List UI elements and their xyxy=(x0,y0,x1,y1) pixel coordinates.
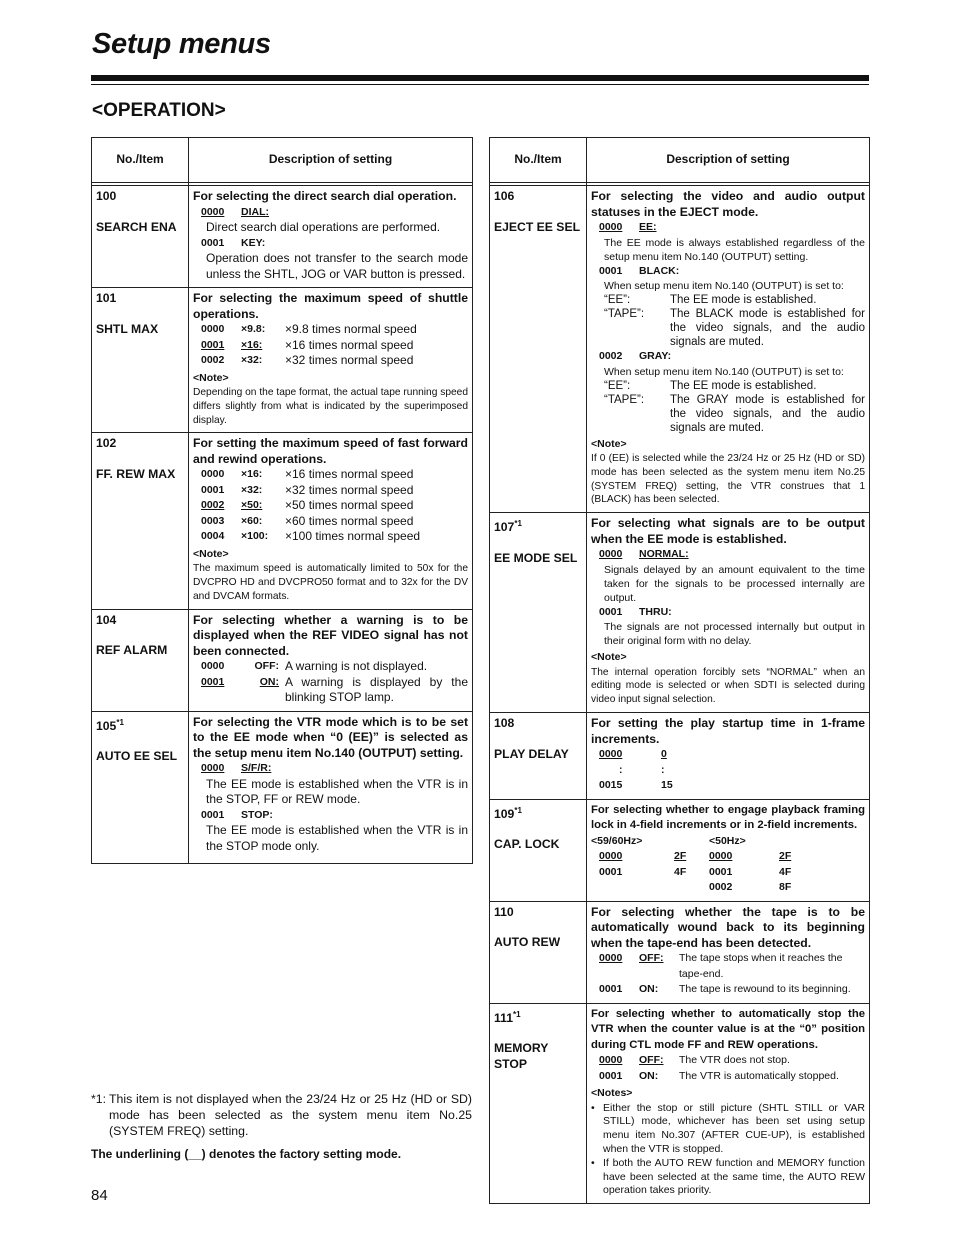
option-code: 0001 xyxy=(201,483,225,496)
output-tape-text: The BLACK mode is established for the video signals, and the audio signals are muted. xyxy=(670,308,865,348)
table-row xyxy=(92,609,473,711)
item-number xyxy=(494,803,582,823)
output-tape-label: “TAPE”: xyxy=(604,393,645,406)
setting-heading: For selecting whether the tape is to be automatically wound back to its beginning when the tape-end has been detected. xyxy=(591,904,865,950)
item-number: 101 xyxy=(96,291,117,305)
description-cell xyxy=(189,711,473,864)
option-value: 2F xyxy=(674,850,687,863)
table-row xyxy=(490,799,870,901)
note-text: If 0 (EE) is selected while the 23/24 Hz or 25 Hz (HD or SD) mode has been selected as the system menu item No.25 (SYSTEM FREQ) setting, the VTR construes that 1 (BLACK) has been selected. xyxy=(591,453,865,506)
page-title: Setup menus xyxy=(92,28,271,60)
option-code: 0001 xyxy=(201,808,225,821)
bullet-icon: • xyxy=(591,1156,595,1169)
option-code: 0000 xyxy=(201,762,225,775)
setting-heading: For selecting the VTR mode which is to be set to the EE mode when “0 (EE)” is selected as the setup menu item No.140 (OUTPUT) setting. xyxy=(193,714,468,760)
option-key: EE: xyxy=(639,221,657,233)
item-cell xyxy=(92,609,189,711)
description-cell xyxy=(587,186,870,513)
description-cell xyxy=(587,513,870,713)
setting-heading: For selecting the maximum speed of shuttle operations. xyxy=(193,291,468,321)
table-header-row xyxy=(490,138,870,183)
footnote-ref: *1 xyxy=(116,717,124,727)
option-text: ×50 times normal speed xyxy=(285,498,414,513)
item-name: FF. REW MAX xyxy=(96,466,176,481)
option-key: OFF: xyxy=(254,660,279,673)
option-key: THRU: xyxy=(639,605,672,618)
note-bullet-item xyxy=(591,1157,865,1198)
freq-50-label: <50Hz> xyxy=(709,834,746,847)
range-colon: : xyxy=(619,763,623,776)
table-row xyxy=(92,288,473,433)
option-key: ON: xyxy=(639,983,659,996)
table-row xyxy=(490,1003,870,1204)
table-row xyxy=(490,513,870,713)
footnote-mark: *1: xyxy=(91,1092,107,1106)
option-code: 0000 xyxy=(599,952,623,965)
option-text: The VTR is automatically stopped. xyxy=(679,1069,839,1082)
option-code: 0002 xyxy=(201,354,225,366)
output-ee-text: The EE mode is established. xyxy=(670,294,817,306)
option-key: ×16: xyxy=(241,338,263,351)
option-key: ON: xyxy=(639,1069,659,1082)
option-key: STOP: xyxy=(241,808,273,821)
option-code: 0002 xyxy=(599,350,623,362)
option-text: ×16 times normal speed xyxy=(285,467,414,482)
footnote-ref: *1 xyxy=(514,805,522,815)
option-code: 0001 xyxy=(599,264,623,277)
table-row xyxy=(92,186,473,288)
note-heading: <Note> xyxy=(193,371,229,384)
item-cell xyxy=(92,711,189,864)
footnote-text: This item is not displayed when the 23/24 Hz or 25 Hz (HD or SD) mode has been selected as the system menu item No.25 (SYSTEM FREQ) setting. xyxy=(109,1092,472,1138)
table-row xyxy=(490,901,870,1003)
option-code: 0000 xyxy=(201,205,225,218)
option-text: A warning is displayed by the blinking STOP lamp. xyxy=(285,674,468,705)
item-cell xyxy=(490,186,587,513)
option-text: Operation does not transfer to the search mode unless the SHTL, JOG or VAR button is pressed. xyxy=(206,251,468,281)
option-text: Signals delayed by an amount equivalent to the time taken for the signals to be processed internally are output. xyxy=(604,563,865,604)
item-cell xyxy=(490,1003,587,1204)
option-key: ×32: xyxy=(241,483,263,496)
item-name: SEARCH ENA xyxy=(96,219,177,234)
item-name: EE MODE SEL xyxy=(494,550,578,565)
table-row xyxy=(92,711,473,864)
option-code: 0001 xyxy=(599,605,623,618)
option-code: 0004 xyxy=(201,530,225,543)
option-code: 0002 xyxy=(201,499,225,512)
option-code: 0000 xyxy=(201,660,225,673)
option-value: 15 xyxy=(661,779,673,792)
option-key: BLACK: xyxy=(639,264,680,277)
description-cell xyxy=(587,901,870,1003)
description-cell xyxy=(189,186,473,288)
option-text: ×16 times normal speed xyxy=(285,337,414,352)
section-title: <OPERATION> xyxy=(92,100,226,121)
option-code: 0003 xyxy=(201,514,225,527)
item-cell xyxy=(490,513,587,713)
option-text: ×32 times normal speed xyxy=(285,353,414,367)
header-description: Description of setting xyxy=(189,138,473,183)
option-key: ×32: xyxy=(241,354,263,366)
note-text: The internal operation forcibly sets “NORMAL” when an editing mode is selected or when SDTI is selected during video input signal selection. xyxy=(591,666,865,706)
item-number: 108 xyxy=(494,716,515,731)
note-text: If both the AUTO REW function and MEMORY function have been selected at the same time, the AUTO REW operation takes priority. xyxy=(603,1156,865,1197)
option-text: The EE mode is always established regardless of the setup menu item No.140 (OUTPUT) setting. xyxy=(604,236,865,263)
note-text: Depending on the tape format, the actual tape running speed differs slightly from what is indicated by the superimposed display. xyxy=(193,387,468,426)
option-text: When setup menu item No.140 (OUTPUT) is set to: xyxy=(604,280,844,292)
option-code: 0015 xyxy=(599,779,623,792)
setting-heading: For selecting whether a warning is to be displayed when the REF VIDEO signal has not been connected. xyxy=(193,612,468,658)
title-rule-thick xyxy=(91,75,869,81)
option-value: 4F xyxy=(674,865,687,878)
output-tape-text: The GRAY mode is established for the video signals, and the audio signals are muted. xyxy=(670,393,865,434)
item-number-text: 107 xyxy=(494,520,515,535)
option-code: 0000 xyxy=(599,748,623,761)
option-text: ×9.8 times normal speed xyxy=(285,322,417,336)
option-code: 0000 xyxy=(201,468,225,481)
item-cell xyxy=(92,186,189,288)
footnote-ref: *1 xyxy=(513,1009,521,1019)
option-text: The EE mode is established when the VTR is in the STOP, FF or REW mode. xyxy=(206,776,468,807)
option-key: OFF: xyxy=(639,952,664,965)
option-code: 0002 xyxy=(709,881,733,894)
item-number xyxy=(494,1007,582,1027)
item-number: 106 xyxy=(494,189,515,203)
option-value: 4F xyxy=(779,865,792,878)
item-cell xyxy=(92,288,189,433)
option-key: DIAL: xyxy=(241,205,269,218)
page-number: 84 xyxy=(91,1187,108,1204)
table-row xyxy=(490,186,870,513)
item-name: REF ALARM xyxy=(96,643,168,658)
description-cell xyxy=(587,1003,870,1204)
item-cell xyxy=(92,433,189,609)
output-ee-text: The EE mode is established. xyxy=(670,379,817,392)
option-code: 0001 xyxy=(599,1069,623,1082)
item-number-text: 105 xyxy=(96,718,117,733)
range-colon: : xyxy=(661,763,665,776)
output-ee-label: “EE”: xyxy=(604,379,631,392)
item-cell xyxy=(490,713,587,800)
option-key: ×50: xyxy=(241,499,263,512)
option-text: ×32 times normal speed xyxy=(285,482,414,497)
note-heading: <Note> xyxy=(591,437,627,450)
item-cell xyxy=(490,901,587,1003)
option-text: When setup menu item No.140 (OUTPUT) is set to: xyxy=(604,365,844,378)
item-number-text: 109 xyxy=(494,806,515,821)
option-text: The VTR does not stop. xyxy=(679,1054,790,1067)
option-key: ×100: xyxy=(241,530,269,543)
notes-heading: <Notes> xyxy=(591,1087,633,1100)
option-text: ×100 times normal speed xyxy=(285,529,421,544)
option-key: ×9.8: xyxy=(241,323,266,335)
footnote-ref: *1 xyxy=(514,519,522,529)
option-text: ×60 times normal speed xyxy=(285,513,414,528)
item-name: AUTO REW xyxy=(494,935,561,950)
item-name: PLAY DELAY xyxy=(494,746,569,761)
output-tape-label: “TAPE”: xyxy=(604,308,645,320)
description-cell xyxy=(587,799,870,901)
item-number: 102 xyxy=(96,436,117,451)
note-bullet-item xyxy=(591,1102,865,1157)
item-name: CAP. LOCK xyxy=(494,837,560,852)
header-no-item: No./Item xyxy=(490,138,587,183)
option-key: ON: xyxy=(259,675,279,688)
table-header-row xyxy=(92,138,473,183)
header-description: Description of setting xyxy=(587,138,870,183)
description-cell xyxy=(189,433,473,609)
option-code: 0001 xyxy=(201,236,225,249)
option-code: 0000 xyxy=(599,850,623,863)
item-name: MEMORY STOP xyxy=(494,1041,549,1071)
freq-59-60-label: <59/60Hz> xyxy=(591,834,643,847)
option-key: S/F/R: xyxy=(241,762,272,775)
option-code: 0001 xyxy=(201,338,225,351)
setting-heading: For selecting whether to engage playback framing lock in 4-field increments or in 2-field increments. xyxy=(591,803,865,832)
footnote xyxy=(91,1091,472,1139)
setting-heading: For selecting the video and audio output statuses in the EJECT mode. xyxy=(591,189,865,219)
option-text: The tape is rewound to its beginning. xyxy=(679,983,851,996)
option-code: 0000 xyxy=(599,1054,623,1067)
option-key: GRAY: xyxy=(639,350,672,362)
option-code: 0000 xyxy=(599,221,623,233)
item-number: 104 xyxy=(96,612,117,627)
setting-heading: For selecting the direct search dial operation. xyxy=(193,189,457,203)
item-number xyxy=(494,516,582,536)
option-text: The EE mode is established when the VTR is in the STOP mode only. xyxy=(206,823,468,853)
bullet-icon: • xyxy=(591,1101,595,1114)
setting-heading: For setting the play startup time in 1-frame increments. xyxy=(591,716,865,746)
note-text: The maximum speed is automatically limited to 50x for the DVCPRO HD and DVCPRO50 format and to 32x for the DV and DVCAM formats. xyxy=(193,563,468,602)
table-row xyxy=(490,713,870,800)
note-text: Either the stop or still picture (SHTL STILL or VAR STILL) mode, whichever has been set using setup menu item No.307 (AFTER CUE-UP), is established when the VTR is stopped. xyxy=(603,1101,865,1155)
option-code: 0001 xyxy=(709,865,733,878)
option-value: 8F xyxy=(779,881,792,894)
option-code: 0000 xyxy=(201,323,225,335)
option-code: 0000 xyxy=(709,850,733,863)
option-code: 0000 xyxy=(599,548,623,561)
setting-heading: For selecting what signals are to be output when the EE mode is established. xyxy=(591,516,865,546)
option-key: OFF: xyxy=(639,1054,664,1067)
option-text: Direct search dial operations are performed. xyxy=(206,220,441,234)
item-name: EJECT EE SEL xyxy=(494,219,581,234)
item-number: 110 xyxy=(494,904,514,919)
item-cell xyxy=(490,799,587,901)
item-number-text: 111 xyxy=(494,1010,513,1025)
item-number: 100 xyxy=(96,189,117,203)
item-number xyxy=(96,715,184,735)
item-name: SHTL MAX xyxy=(96,321,159,336)
description-cell xyxy=(189,609,473,711)
option-code: 0001 xyxy=(599,865,623,878)
note-heading: <Note> xyxy=(193,547,229,560)
title-rule-thin xyxy=(91,84,869,85)
note-heading: <Note> xyxy=(591,651,627,664)
option-text: A warning is not displayed. xyxy=(285,659,428,674)
item-name: AUTO EE SEL xyxy=(96,749,178,764)
description-cell xyxy=(587,713,870,800)
option-text: The tape stops when it reaches the tape-end. xyxy=(679,952,843,980)
description-cell xyxy=(189,288,473,433)
table-row xyxy=(92,433,473,609)
output-ee-label: “EE”: xyxy=(604,294,631,306)
option-key: KEY: xyxy=(241,236,266,249)
setting-heading: For setting the maximum speed of fast forward and rewind operations. xyxy=(193,436,468,466)
option-value: 2F xyxy=(779,850,792,863)
option-code: 0001 xyxy=(201,675,225,688)
option-key: ×16: xyxy=(241,468,263,481)
left-settings-table xyxy=(91,137,473,864)
option-key: ×60: xyxy=(241,514,263,527)
option-text: The signals are not processed internally but output in their original form with no delay. xyxy=(604,621,865,648)
factory-setting-note: The underlining (__) denotes the factory setting mode. xyxy=(91,1147,402,1161)
option-value: 0 xyxy=(661,748,667,761)
option-key: NORMAL: xyxy=(639,548,689,561)
setting-heading: For selecting whether to automatically stop the VTR when the counter value is at the “0” position during CTL mode FF and REW operations. xyxy=(591,1007,865,1051)
header-no-item: No./Item xyxy=(92,138,189,183)
option-code: 0001 xyxy=(599,983,623,996)
right-settings-table xyxy=(489,137,870,1204)
